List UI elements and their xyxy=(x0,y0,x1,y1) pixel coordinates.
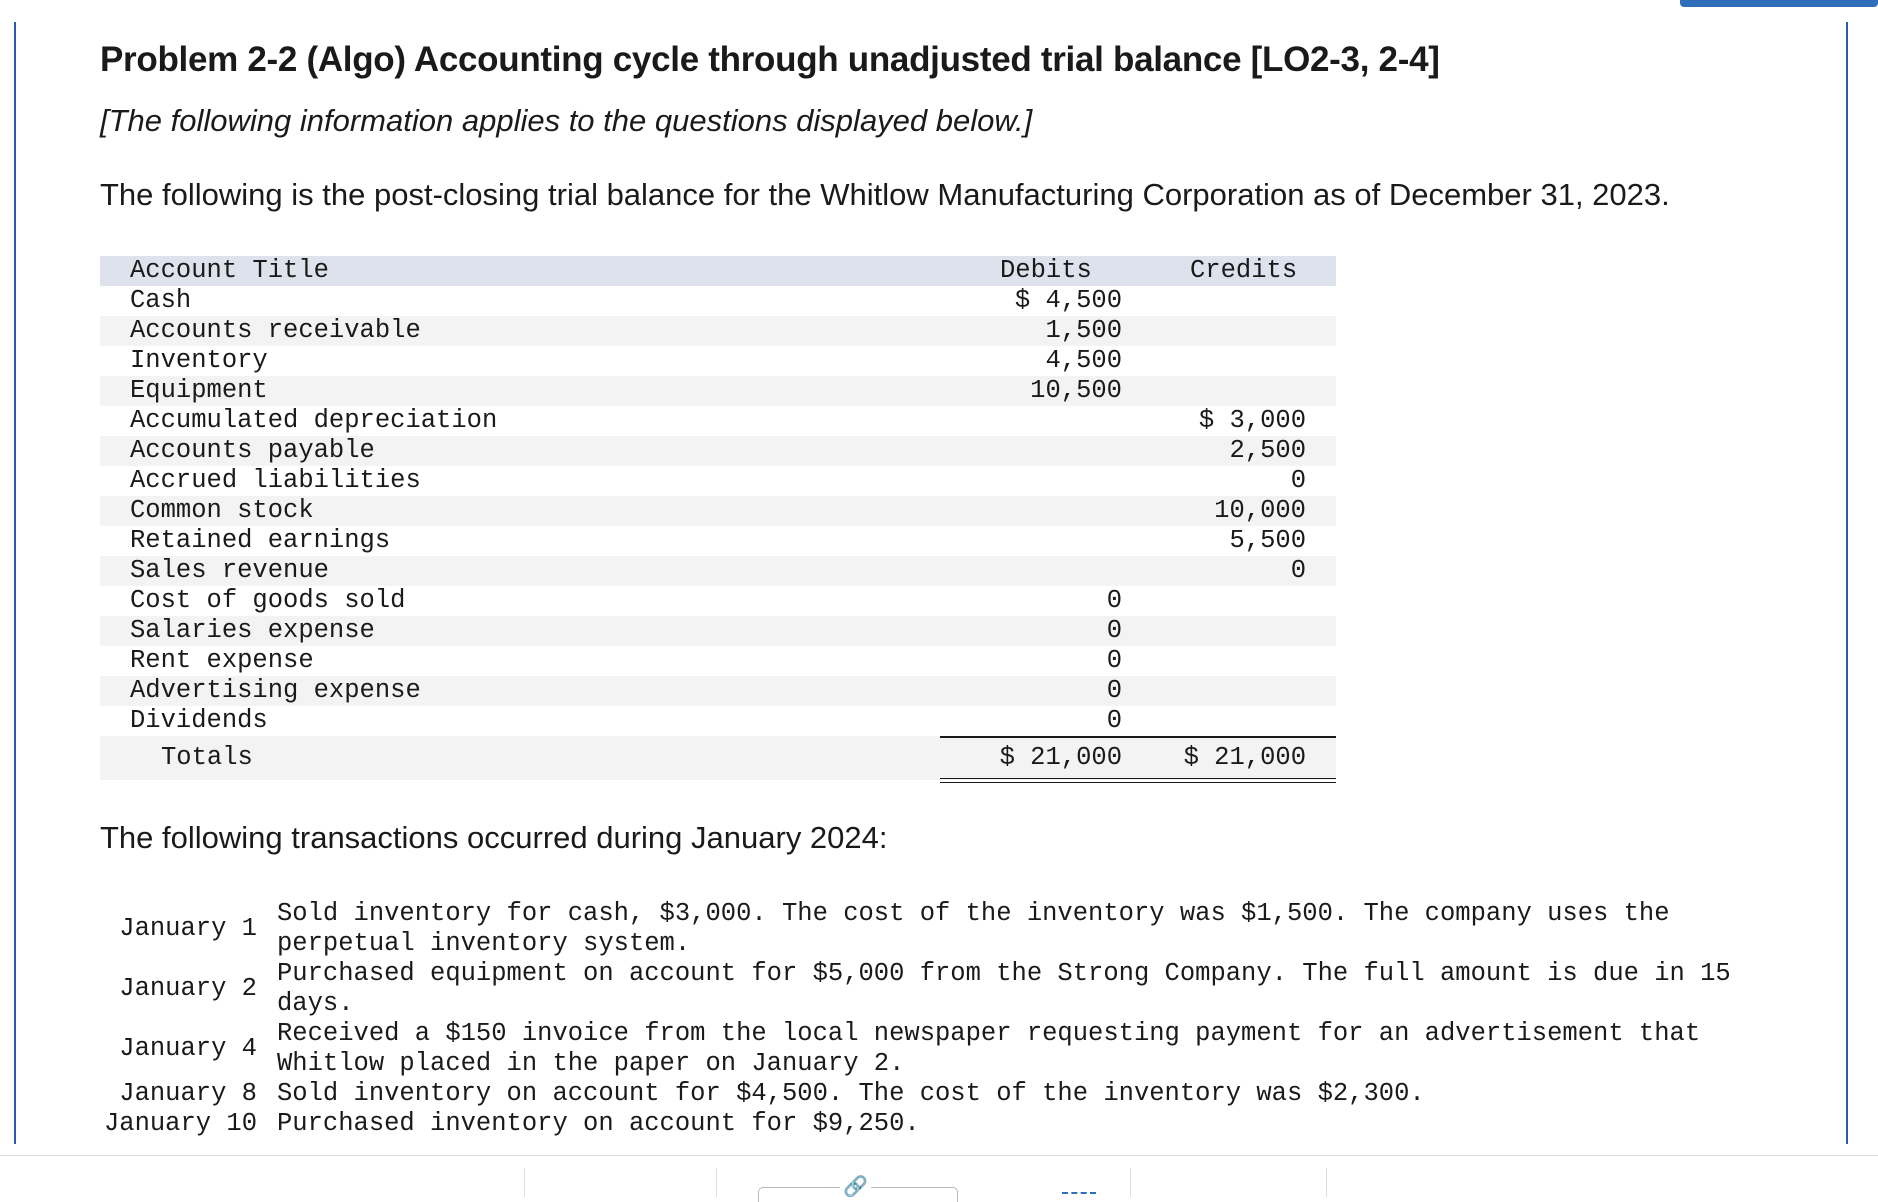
debit-cell: 0 xyxy=(1106,646,1122,675)
transaction-date: January 10 xyxy=(103,1109,257,1138)
debit-cell: 0 xyxy=(1106,706,1122,735)
table-row xyxy=(100,436,1336,466)
table-row xyxy=(100,316,1336,346)
account-title-cell: Rent expense xyxy=(130,646,314,675)
problem-title: Problem 2-2 (Algo) Accounting cycle through unadjusted trial balance [LO2-3, 2-4] xyxy=(100,40,1440,79)
totals-credit: $ 21,000 xyxy=(1183,743,1306,772)
debit-cell: $ 4,500 xyxy=(1014,286,1122,315)
debit-cell: 0 xyxy=(1106,676,1122,705)
header-account-title: Account Title xyxy=(130,256,329,285)
account-title-cell: Dividends xyxy=(130,706,268,735)
top-tab[interactable] xyxy=(1680,0,1878,7)
totals-debit: $ 21,000 xyxy=(999,743,1122,772)
transactions-intro: The following transactions occurred during January 2024: xyxy=(100,820,888,855)
account-title-cell: Accrued liabilities xyxy=(130,466,421,495)
toolbar-divider xyxy=(1130,1168,1131,1197)
header-debits: Debits xyxy=(1000,256,1092,285)
debit-cell: 1,500 xyxy=(1045,316,1122,345)
credit-cell: 5,500 xyxy=(1229,526,1306,555)
table-row xyxy=(100,556,1336,586)
table-row xyxy=(100,286,1336,316)
transactions-list xyxy=(100,899,1840,1139)
link-icon[interactable]: 🔗 xyxy=(840,1178,871,1196)
toolbar-divider xyxy=(716,1168,717,1197)
transaction-row xyxy=(100,899,1840,959)
transaction-date: January 2 xyxy=(119,974,257,1003)
account-title-cell: Salaries expense xyxy=(130,616,375,645)
left-frame-border xyxy=(14,22,16,1144)
transaction-row xyxy=(100,959,1840,1019)
transaction-description: Purchased equipment on account for $5,000 from the Strong Company. The full amount is due in 15 days. xyxy=(277,959,1731,1018)
account-title-cell: Common stock xyxy=(130,496,314,525)
totals-double-rule xyxy=(940,778,1336,783)
account-title-cell: Cost of goods sold xyxy=(130,586,406,615)
bottom-toolbar xyxy=(0,1155,1878,1197)
right-frame-border xyxy=(1846,22,1848,1144)
table-header-row xyxy=(100,256,1336,286)
table-row xyxy=(100,406,1336,436)
totals-single-rule xyxy=(940,736,1336,738)
transaction-description: Sold inventory for cash, $3,000. The cost of the inventory was $1,500. The company uses the perpetual inventory system. xyxy=(277,899,1670,958)
table-row xyxy=(100,466,1336,496)
trial-balance-table xyxy=(100,256,1336,780)
transaction-date: January 4 xyxy=(119,1034,257,1063)
account-title-cell: Accounts receivable xyxy=(130,316,421,345)
account-title-cell: Inventory xyxy=(130,346,268,375)
header-credits: Credits xyxy=(1190,256,1298,285)
totals-label: Totals xyxy=(161,743,253,772)
account-title-cell: Cash xyxy=(130,286,192,315)
toolbar-divider xyxy=(1326,1168,1327,1197)
credit-cell: 0 xyxy=(1290,556,1306,585)
transaction-row xyxy=(100,1109,1840,1139)
totals-row xyxy=(100,736,1336,780)
transaction-row xyxy=(100,1079,1840,1109)
account-title-cell: Accounts payable xyxy=(130,436,375,465)
table-row xyxy=(100,676,1336,706)
table-row xyxy=(100,526,1336,556)
debit-cell: 10,500 xyxy=(1030,376,1122,405)
toolbar-divider xyxy=(524,1168,525,1197)
credit-cell: $ 3,000 xyxy=(1198,406,1306,435)
transaction-description: Sold inventory on account for $4,500. The cost of the inventory was $2,300. xyxy=(277,1079,1425,1108)
table-row xyxy=(100,376,1336,406)
table-row xyxy=(100,586,1336,616)
account-title-cell: Advertising expense xyxy=(130,676,421,705)
table-row xyxy=(100,346,1336,376)
credit-cell: 2,500 xyxy=(1229,436,1306,465)
debit-cell: 0 xyxy=(1106,616,1122,645)
transaction-row xyxy=(100,1019,1840,1079)
table-row xyxy=(100,616,1336,646)
table-row xyxy=(100,646,1336,676)
credit-cell: 10,000 xyxy=(1214,496,1306,525)
intro-text: The following is the post-closing trial balance for the Whitlow Manufacturing Corporation as of December 31, 2023. xyxy=(100,177,1670,212)
debit-cell: 0 xyxy=(1106,586,1122,615)
transaction-date: January 8 xyxy=(119,1079,257,1108)
account-title-cell: Accumulated depreciation xyxy=(130,406,498,435)
account-title-cell: Equipment xyxy=(130,376,268,405)
table-row xyxy=(100,496,1336,526)
debit-cell: 4,500 xyxy=(1045,346,1122,375)
info-note: [The following information applies to the questions displayed below.] xyxy=(100,103,1033,138)
account-title-cell: Retained earnings xyxy=(130,526,391,555)
account-title-cell: Sales revenue xyxy=(130,556,329,585)
credit-cell: 0 xyxy=(1290,466,1306,495)
transaction-date: January 1 xyxy=(119,914,257,943)
transaction-description: Received a $150 invoice from the local newspaper requesting payment for an advertisement that Whitlow placed in the paper on January 2. xyxy=(277,1019,1701,1078)
table-row xyxy=(100,706,1336,736)
transaction-description: Purchased inventory on account for $9,250. xyxy=(277,1109,920,1138)
toolbar-indicator[interactable] xyxy=(1062,1192,1096,1198)
